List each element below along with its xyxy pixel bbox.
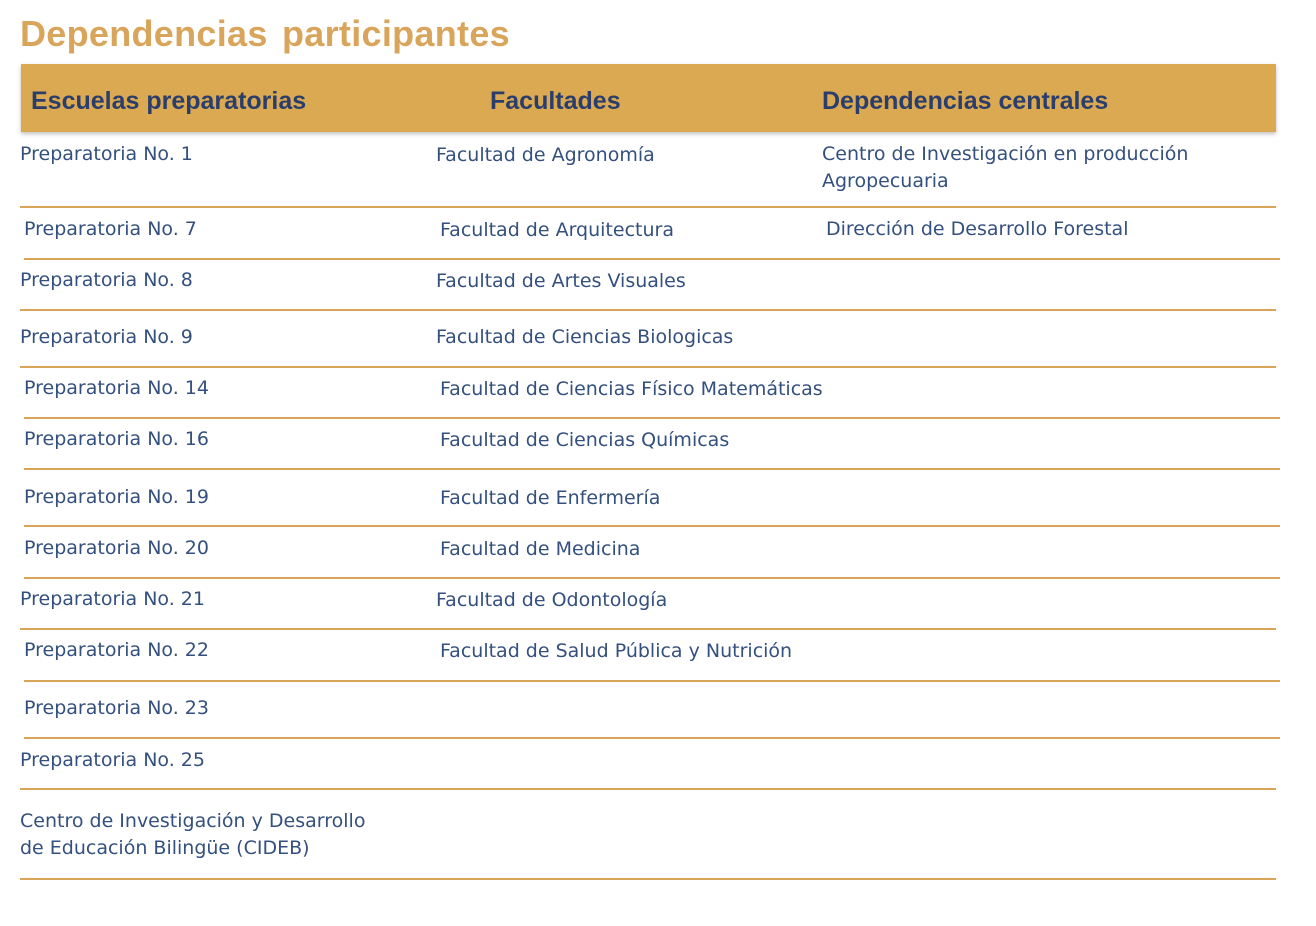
cell-dependencia: Dirección de Desarrollo Forestal [826,218,1129,240]
cell-facultad: Facultad de Odontología [436,589,668,611]
row-divider [24,258,1280,260]
cell-facultad: Facultad de Ciencias Químicas [440,429,730,451]
page-title: Dependencias participantes [20,13,510,54]
row-divider [24,577,1280,579]
cell-preparatoria: Preparatoria No. 23 [24,697,209,719]
row-divider [24,468,1280,470]
column-header-facultades: Facultades [490,87,621,115]
cell-facultad: Facultad de Agronomía [436,144,655,166]
row-divider [20,878,1276,880]
cell-preparatoria: Preparatoria No. 19 [24,486,209,508]
cell-dependencia: Centro de Investigación en producción Agropecuaria [822,143,1189,192]
row-divider [24,417,1280,419]
cell-preparatoria: Preparatoria No. 20 [24,537,209,559]
row-divider [24,525,1280,527]
row-divider [20,628,1276,630]
cell-preparatoria: Preparatoria No. 22 [24,639,209,661]
cell-preparatoria: Centro de Investigación y Desarrollo de Educación Bilingüe (CIDEB) [20,810,366,859]
cell-facultad: Facultad de Ciencias Físico Matemáticas [440,378,823,400]
cell-facultad: Facultad de Medicina [440,538,641,560]
column-header-escuelas: Escuelas preparatorias [31,87,307,115]
cell-facultad: Facultad de Artes Visuales [436,270,686,292]
cell-preparatoria: Preparatoria No. 14 [24,377,209,399]
cell-preparatoria: Preparatoria No. 8 [20,269,193,291]
table-header [21,64,1276,132]
cell-preparatoria: Preparatoria No. 25 [20,749,205,771]
row-divider [24,680,1280,682]
cell-facultad: Facultad de Ciencias Biologicas [436,326,734,348]
cell-preparatoria: Preparatoria No. 1 [20,143,193,165]
row-divider [24,737,1280,739]
row-divider [20,206,1276,208]
row-divider [20,309,1276,311]
cell-preparatoria: Preparatoria No. 7 [24,218,197,240]
row-divider [20,366,1276,368]
cell-facultad: Facultad de Enfermería [440,487,661,509]
cell-preparatoria: Preparatoria No. 9 [20,326,193,348]
column-header-dependencias: Dependencias centrales [822,87,1109,115]
cell-facultad: Facultad de Salud Pública y Nutrición [440,640,793,662]
row-divider [20,788,1276,790]
cell-preparatoria: Preparatoria No. 16 [24,428,209,450]
cell-preparatoria: Preparatoria No. 21 [20,588,205,610]
cell-facultad: Facultad de Arquitectura [440,219,674,241]
